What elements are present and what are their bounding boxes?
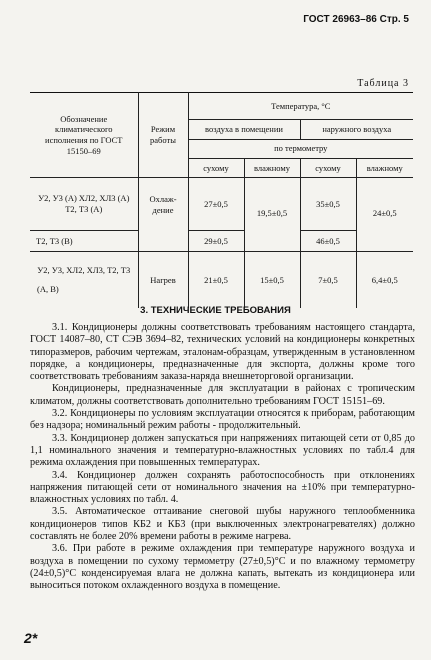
paragraph: 3.5. Автоматическое оттаивание снеговой шубы наружного теплообменника кондиционеров типов КБ2 и КБ3 (при выключенных электронагревателях) должно составлять не более 20% времени работы в режиме нагрева. [30, 506, 415, 543]
mode-cell: Охлаж-дение [138, 178, 188, 252]
value-cell: 35±0,5 [300, 178, 356, 231]
value-cell: 21±0,5 [188, 252, 244, 309]
paragraph: 3.1. Кондиционеры должны соответствовать требованиям настоящего стандарта, ГОСТ 14087–80, СТ СЭВ 3694–82, технических условий на кондиционеры конкретных типоразмеров, рабочим чертежам, эталонам-образцам, утвержденным в установленном порядке, а кондиционеры, предназначенные для экспорта, должны кроме того соответствовать требованиям заказа-наряда внешнеторговой организации. [30, 322, 415, 383]
header-wet: влажному [244, 158, 300, 177]
value-cell: 6,4±0,5 [356, 252, 413, 309]
value-cell: 29±0,5 [188, 231, 244, 252]
designation-text: У2, У3, ХЛ2, ХЛ3, Т2, Т3 [37, 265, 131, 276]
value-cell: 15±0,5 [244, 252, 300, 309]
header-designation: Обозначение климатического исполнения по ГОСТ 15150–69 [30, 93, 138, 178]
value-cell: 19,5±0,5 [244, 178, 300, 252]
paragraph: Кондиционеры, предназначенные для эксплуатации в районах с тропическим климатом, должны соответствовать дополнительно требованиям ГОСТ 15151–69. [30, 383, 415, 407]
paragraph: 3.3. Кондиционер должен запускаться при напряжениях питающей сети от 0,85 до 1,1 номинального значения и температурно-влажностных условиях по табл.4 для режима охлаждения при повышенных температурах. [30, 432, 415, 469]
climate-table [30, 92, 413, 308]
header-indoor: воздуха в помещении [188, 120, 300, 139]
value-cell: 24±0,5 [356, 178, 413, 252]
designation-cell: Т2, Т3 (В) [30, 231, 138, 252]
paragraph: 3.6. При работе в режиме охлаждения при температуре наружного воздуха и воздуха в помещении по сухому термометру (27±0,5)°С и по влажному термометру (24±0,5)°С конденсируемая влага не должна капать, вытекать из кондиционера или выноситься потоком охлажденного воздуха в помещение. [30, 543, 415, 592]
paragraph: 3.4. Кондиционер должен сохранять работоспособность при отклонениях напряжения питающей сети от номинального значения на ±10% при температурно-влажностных условиях по табл. 4. [30, 469, 415, 506]
header-dry: сухому [300, 158, 356, 177]
designation-cell [30, 252, 138, 309]
section-title: 3. ТЕХНИЧЕСКИЕ ТРЕБОВАНИЯ [140, 305, 291, 316]
page-mark: 2* [24, 630, 38, 646]
table-caption: Таблица 3 [357, 78, 409, 89]
header-mode: Режим работы [138, 93, 188, 178]
header-wet: влажному [356, 158, 413, 177]
designation-suffix: (А, В) [37, 284, 59, 294]
header-outdoor: наружного воздуха [300, 120, 413, 139]
paragraph: 3.2. Кондиционеры по условиям эксплуатации относятся к приборам, работающим без надзора; номинальный режим работы - продолжительный. [30, 408, 415, 432]
designation-cell: У2, У3 (А) ХЛ2, ХЛ3 (А) Т2, Т3 (А) [30, 178, 138, 231]
value-cell: 46±0,5 [300, 231, 356, 252]
header-thermometer: по термометру [188, 139, 413, 158]
header-temperature: Температура, °С [188, 93, 413, 120]
mode-cell: Нагрев [138, 252, 188, 309]
value-cell: 7±0,5 [300, 252, 356, 309]
section-body [30, 322, 415, 593]
page-header: ГОСТ 26963–86 Стр. 5 [303, 14, 409, 25]
header-dry: сухому [188, 158, 244, 177]
value-cell: 27±0,5 [188, 178, 244, 231]
